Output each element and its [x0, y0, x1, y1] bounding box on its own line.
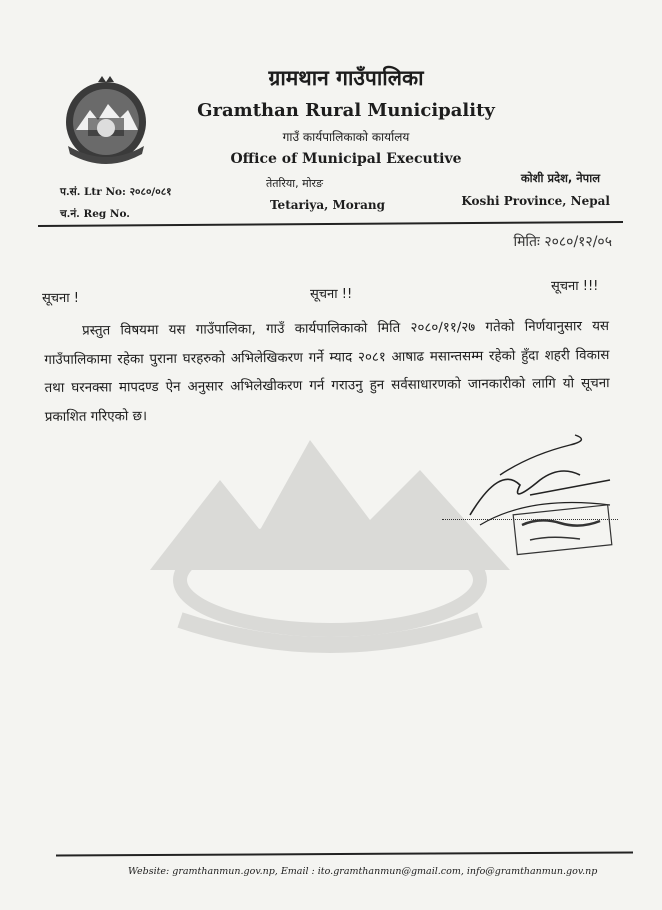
signature-stamp-icon	[440, 425, 640, 575]
municipality-title-english: Gramthan Rural Municipality	[197, 100, 495, 121]
municipality-title-nepali: ग्रामथान गाउँपालिका	[268, 66, 424, 90]
notice-body: प्रस्तुत विषयमा यस गाउँपालिका, गाउँ कार्यपालिकाको मिति २०८०/११/२७ गतेको निर्णयानुसार यस गाउँपालिकामा रहेका पुराना घरहरुको अभिलेखिकरण गर्ने म्याद २०८१ आषाढ मसान्तसम्म रहेको हुँदा शहरी विकास तथा घरनक्सा मापदण्ड ऐन अनुसार अभिलेखीकरण गर्न गराउनु हुन सर्वसाधारणको जानकारीको लागि यो सूचना प्रकाशित गरिएको छ।	[44, 319, 610, 425]
province-nepali: कोशी प्रदेश, नेपाल	[520, 171, 600, 185]
province-english: Koshi Province, Nepal	[461, 194, 610, 208]
letter-number: प.सं. Ltr No: २०८०/०८१	[60, 186, 172, 198]
footer-divider	[56, 851, 633, 856]
registration-number: च.नं. Reg No.	[60, 208, 130, 220]
office-name-english: Office of Municipal Executive	[230, 151, 462, 167]
document-date: मितिः २०८०/१२/०५	[513, 234, 612, 250]
office-name-nepali: गाउँ कार्यपालिकाको कार्यालय	[282, 130, 410, 144]
location-english: Tetariya, Morang	[270, 198, 385, 212]
notice-heading-3: सूचना !!!	[551, 279, 599, 294]
notice-heading-2: सूचना !!	[310, 287, 353, 302]
signature-line	[442, 519, 618, 520]
notice-heading-1: सूचना !	[42, 291, 79, 306]
header-divider	[38, 221, 623, 227]
location-nepali: तेतरिया, मोरङ	[266, 177, 324, 190]
footer-contact: Website: gramthanmun.gov.np, Email : ito.gramthanmun@gmail.com, info@gramthanmun.gov.np	[128, 866, 598, 877]
